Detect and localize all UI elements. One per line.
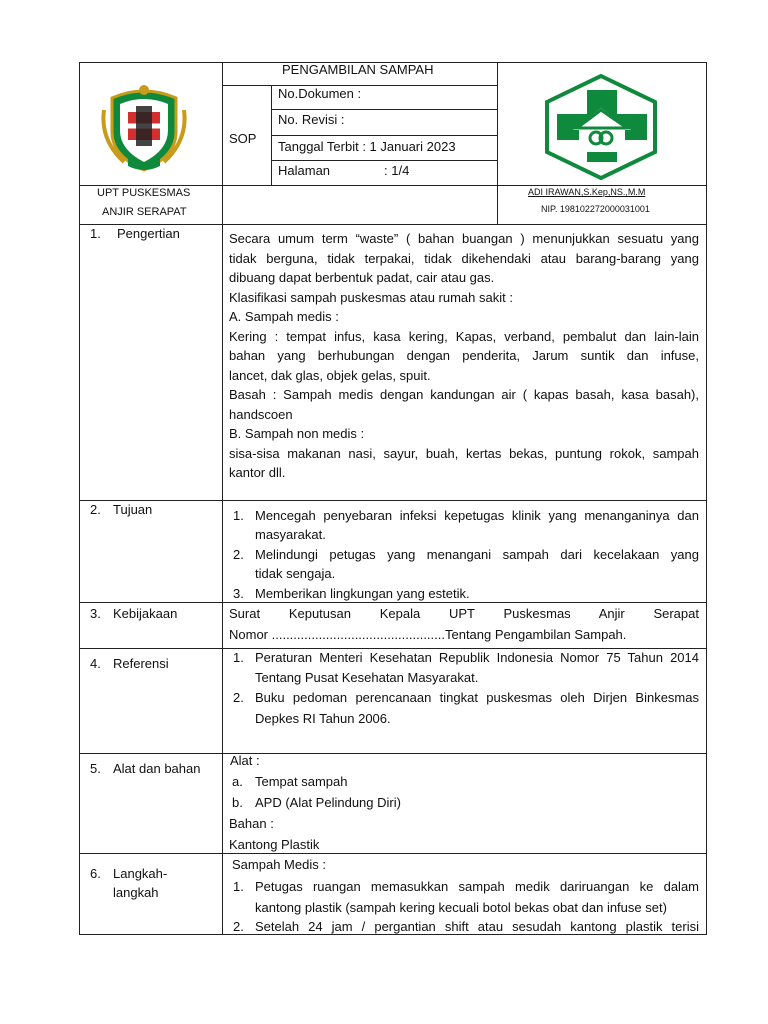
list-item: Memberikan lingkungan yang estetik. — [255, 586, 470, 601]
list-number: 2. — [233, 919, 244, 934]
sop-label: SOP — [229, 131, 257, 146]
bahan-label: Bahan : — [229, 816, 274, 831]
list-item-cont: masyarakat. — [255, 527, 326, 542]
section-number: 4. — [90, 656, 101, 671]
section-number: 3. — [90, 606, 101, 621]
section-number: 6. — [90, 866, 101, 881]
list-item-cont: Tentang Pusat Kesehatan Masyarakat. — [255, 670, 479, 685]
paragraph-line: Nomor ................................................Tentang Pengambilan Sampah. — [229, 627, 627, 642]
paragraph-line: Secara umum term “waste” ( bahan buangan ) menunjukkan sesuatu yang — [229, 231, 699, 246]
row-separator — [79, 853, 707, 854]
paragraph-line: Kering : tempat infus, kasa kering, Kapas, verband, pembalut dan lain-lain — [229, 329, 699, 344]
header-line-2 — [271, 135, 497, 136]
list-item: Petugas ruangan memasukkan sampah medik dariruangan ke dalam — [255, 879, 699, 894]
medis-label: Sampah Medis : — [232, 857, 326, 872]
list-number: 1. — [233, 650, 244, 665]
list-item: Buku pedoman perencanaan tingkat puskesmas oleh Dirjen Binkesmas — [255, 690, 699, 705]
page-field-label: Halaman — [278, 163, 331, 178]
paragraph-line: Surat Keputusan Kepala UPT Puskesmas Anjir Serapat — [229, 606, 699, 621]
section-label-pengertian: Pengertian — [117, 226, 180, 241]
list-number: 2. — [233, 690, 244, 705]
list-number: 1. — [233, 508, 244, 523]
list-item-cont: Depkes RI Tahun 2006. — [255, 711, 391, 726]
paragraph-line: tidak berguna, tidak terpakai, tidak dikehendaki atau barang-barang yang — [229, 251, 699, 266]
paragraph-line: bahan yang berhubungan dengan penderita, Jarum suntik dan infuse, — [229, 348, 699, 363]
org-name-line1: UPT PUSKESMAS — [97, 187, 191, 199]
section-number: 2. — [90, 502, 101, 517]
section-number: 1. — [90, 226, 101, 241]
paragraph-line: sisa-sisa makanan nasi, sayur, buah, kertas bekas, puntung rokok, sampah — [229, 446, 699, 461]
paragraph-line: handscoen — [229, 407, 293, 422]
list-item: Tempat sampah — [255, 774, 348, 789]
section-number: 5. — [90, 761, 101, 776]
paragraph-line: Klasifikasi sampah puskesmas atau rumah sakit : — [229, 290, 513, 305]
bahan-value: Kantong Plastik — [229, 837, 320, 852]
alat-label: Alat : — [230, 753, 260, 768]
publish-date-field: Tanggal Terbit : 1 Januari 2023 — [278, 139, 456, 154]
paragraph-line: dibuang dapat berbentuk padat, cair atau gas. — [229, 270, 495, 285]
table-border-right — [706, 62, 707, 935]
column-divider — [222, 62, 223, 935]
list-item: Mencegah penyebaran infeksi kepetugas klinik yang menanganinya dan — [255, 508, 699, 523]
document-title: PENGAMBILAN SAMPAH — [282, 62, 434, 77]
org-name-line2: ANJIR SERAPAT — [102, 206, 187, 218]
table-border-left — [79, 62, 80, 935]
signer-nip: NIP. 198102272000031001 — [541, 204, 650, 214]
section-label-kebijakan: Kebijakaan — [113, 606, 178, 621]
section-label-langkah: Langkah- — [113, 866, 168, 881]
signer-name: ADI IRAWAN,S.Kep,NS.,M.M — [528, 187, 646, 197]
section-label-referensi: Referensi — [113, 656, 169, 671]
list-number: 1. — [233, 879, 244, 894]
section-label-langkah-cont: langkah — [113, 885, 159, 900]
list-item-cont: tidak sengaja. — [255, 566, 336, 581]
puskesmas-green-cross-logo-icon — [543, 72, 659, 182]
section-label-alat: Alat dan bahan — [113, 761, 201, 776]
row-separator — [79, 753, 707, 754]
paragraph-line: kantor dll. — [229, 465, 286, 480]
list-number: 3. — [233, 586, 244, 601]
regional-government-crest-icon — [98, 80, 190, 178]
paragraph-line: A. Sampah medis : — [229, 309, 339, 324]
header-divider-right — [497, 62, 498, 224]
paragraph-line: Basah : Sampah medis dengan kandungan air ( kapas basah, kasa basah), — [229, 387, 699, 402]
doc-number-field: No.Dokumen : — [278, 86, 362, 101]
list-letter: b. — [232, 795, 243, 810]
revision-field: No. Revisi : — [278, 112, 345, 127]
section-label-tujuan: Tujuan — [113, 502, 153, 517]
paragraph-line: B. Sampah non medis : — [229, 426, 365, 441]
list-number: 2. — [233, 547, 244, 562]
paragraph-line: lancet, dak glas, objek gelas, spuit. — [229, 368, 431, 383]
list-item: Setelah 24 jam / pergantian shift atau sesudah kantong plastik terisi — [255, 919, 699, 934]
list-item-cont: kantong plastik (sampah kering kecuali botol bekas obat dan infuse set) — [255, 900, 667, 915]
row-separator — [79, 500, 707, 501]
list-item: Peraturan Menteri Kesehatan Republik Indonesia Nomor 75 Tahun 2014 — [255, 650, 699, 665]
list-letter: a. — [232, 774, 243, 789]
page-field-value: : 1/4 — [384, 163, 410, 178]
list-item: APD (Alat Pelindung Diri) — [255, 795, 401, 810]
list-item: Melindungi petugas yang menangani sampah dari kecelakaan yang — [255, 547, 699, 562]
